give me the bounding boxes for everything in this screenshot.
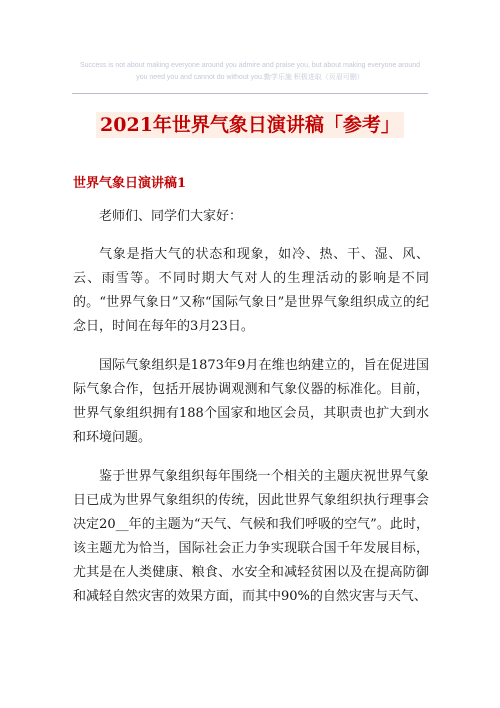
greeting-paragraph: 老师们、同学们大家好： xyxy=(99,209,243,224)
header-watermark xyxy=(40,60,460,84)
header-divider xyxy=(72,93,428,94)
document-title xyxy=(0,112,500,138)
watermark-line-2: you need you and cannot do without you.勤学乐施 积极进取（页眉可删） xyxy=(136,74,364,81)
body-paragraph-1: 气象是指大气的状态和现象，如冷、热、干、湿、风、云、雨雪等。不同时期大气对人的生理活动的影响是不同的。“世界气象日”又称“国际气象日”是世界气象组织成立的纪念日，时间在每年的3月23日。 xyxy=(73,247,429,334)
watermark-line-1: Success is not about making everyone around you admire and praise you, but about making everyone around xyxy=(79,62,421,69)
document-title-text: 2021年世界气象日演讲稿「参考」 xyxy=(96,112,404,138)
body-paragraph-2: 国际气象组织是1873年9月在维也纳建立的，旨在促进国际气象合作，包括开展协调观测和气象仪器的标准化。目前，世界气象组织拥有188个国家和地区会员，其职责也扩大到水和环境问题。 xyxy=(73,358,429,445)
body-paragraph-3: 鉴于世界气象组织每年围绕一个相关的主题庆祝世界气象日已成为世界气象组织的传统，因此世界气象组织执行理事会决定20__年的主题为“天气、气候和我们呼吸的空气”。此时，该主题尤为恰当，国际社会正力争实现联合国千年发展目标，尤其是在人类健康、粮食、水安全和减轻贫困以及在提高防御和减轻自然灾害的效果方面，而其中90%的自然灾害与天气、 xyxy=(73,469,429,604)
section-heading: 世界气象日演讲稿1 xyxy=(73,176,187,191)
